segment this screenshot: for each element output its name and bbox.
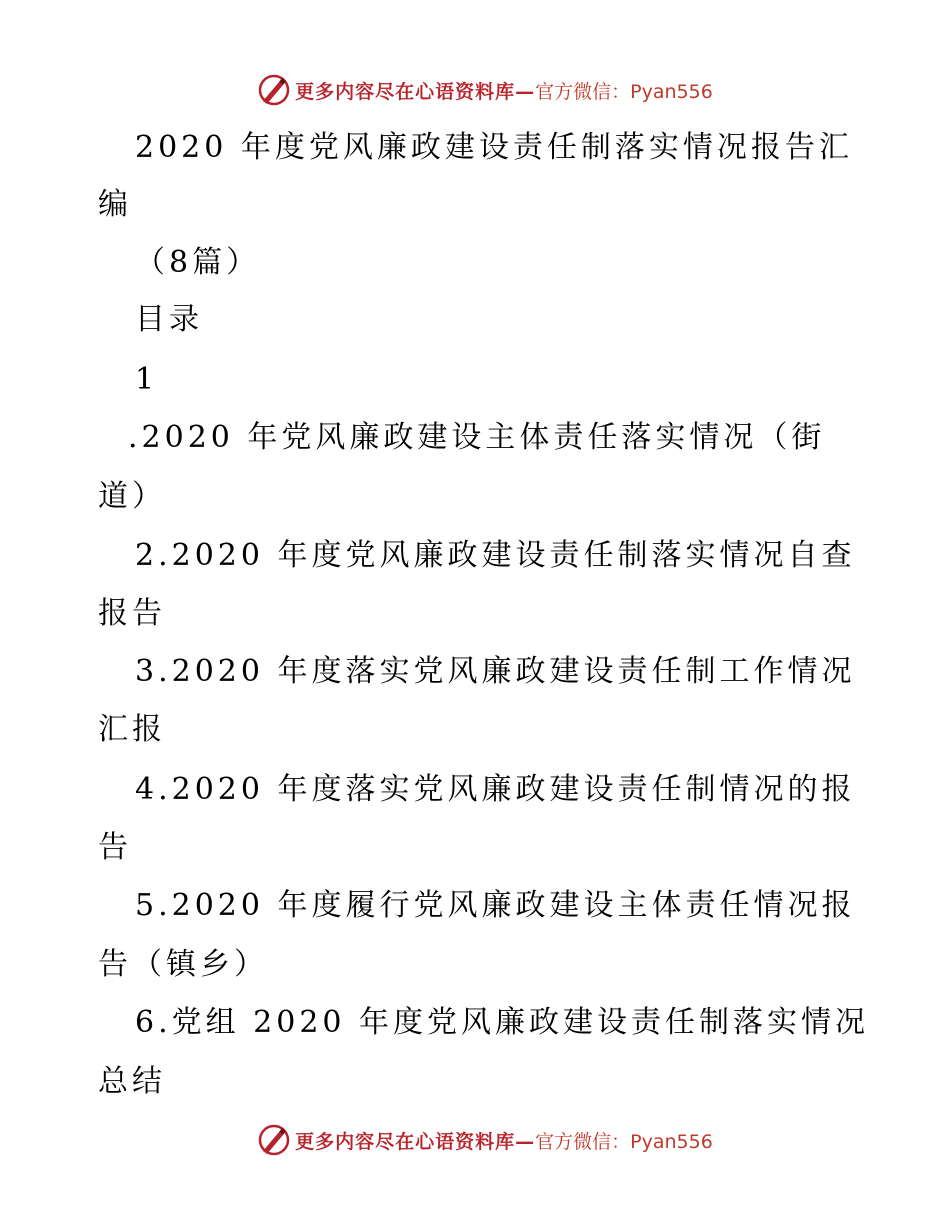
toc-heading: 目录 — [135, 302, 203, 337]
toc-item-5-title-cont: 告（镇乡） — [98, 947, 268, 982]
toc-item-2-title: 2.2020 年度党风廉政建设责任制落实情况自查 — [135, 538, 856, 573]
toc-item-1-title-cont: 道） — [98, 479, 166, 514]
document-title-line-2: 编 — [98, 187, 132, 222]
toc-item-2-title-cont: 报告 — [98, 596, 166, 631]
toc-item-4-title: 4.2020 年度落实党风廉政建设责任制情况的报 — [135, 772, 856, 807]
toc-item-5-title: 5.2020 年度履行党风廉政建设主体责任情况报 — [135, 888, 856, 923]
toc-item-6-title-cont: 总结 — [98, 1064, 166, 1099]
watermark-content — [257, 73, 713, 107]
watermark-text: 更多内容尽在心语资料库— — [295, 80, 536, 103]
watermark-content — [257, 1123, 713, 1157]
watermark-banner-bottom — [0, 1120, 950, 1160]
watermark-wechat: 官方微信：Pyan556 — [535, 1130, 713, 1153]
red-pen-circle-logo-icon — [257, 1123, 291, 1157]
watermark-banner-top — [0, 70, 950, 110]
toc-item-3-title-cont: 汇报 — [98, 712, 166, 747]
toc-item-3-title: 3.2020 年度落实党风廉政建设责任制工作情况 — [135, 654, 856, 689]
toc-item-1-number: 1 — [135, 362, 159, 397]
toc-item-6-title: 6.党组 2020 年度党风廉政建设责任制落实情况 — [135, 1005, 870, 1040]
watermark-wechat: 官方微信：Pyan556 — [535, 80, 713, 103]
toc-item-1-title: .2020 年党风廉政建设主体责任落实情况（街 — [128, 420, 826, 455]
toc-item-4-title-cont: 告 — [98, 830, 132, 865]
red-pen-circle-logo-icon — [257, 73, 291, 107]
document-count: （8篇） — [135, 245, 261, 280]
document-title-line-1: 2020 年度党风廉政建设责任制落实情况报告汇 — [135, 130, 853, 165]
watermark-text: 更多内容尽在心语资料库— — [295, 1130, 536, 1153]
